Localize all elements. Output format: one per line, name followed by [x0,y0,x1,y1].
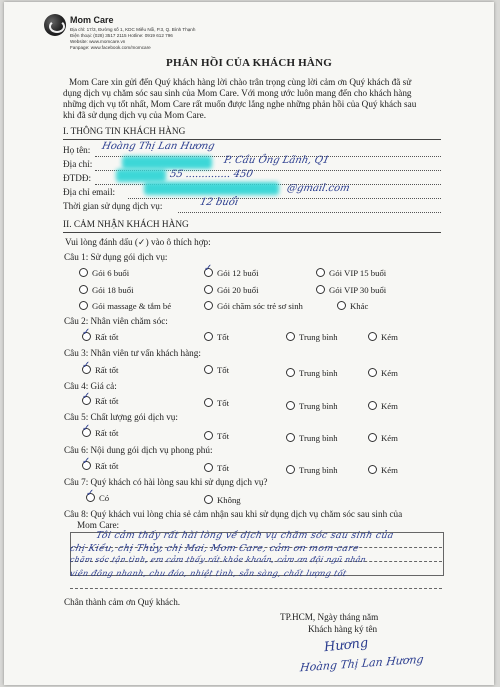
radio-icon[interactable] [286,332,295,341]
redacted-phone-mark [116,169,166,182]
signature-label: Khách hàng ký tên [308,624,378,634]
q5-label: Câu 5: Chất lượng gói dịch vụ: [64,412,178,422]
field-email-label: Địa chỉ email: [63,187,116,197]
radio-icon[interactable] [368,465,377,474]
field-duration-value[interactable]: 12 buổi [198,197,240,208]
q1-option-18[interactable]: Gói 18 buổi [79,285,134,295]
q3-option-very-good[interactable]: ✓Rất tốt [82,365,118,375]
field-duration-line [178,212,441,213]
section-1-divider [63,139,441,140]
q8-answer-line-1: Tôi cảm thấy rất hài lòng về dịch vụ chăm sóc sau sinh của [94,530,395,541]
q2-option-average[interactable]: Trung bình [286,332,338,342]
radio-icon[interactable] [79,268,88,277]
radio-icon[interactable] [286,401,295,410]
q4-label: Câu 4: Giá cả: [64,381,117,391]
mom-care-logo-icon [44,14,66,36]
radio-icon[interactable] [286,433,295,442]
radio-icon[interactable] [368,401,377,410]
signature-scribble: Hương [323,635,369,656]
radio-icon[interactable] [204,431,213,440]
q1-option-other[interactable]: Khác [337,301,368,311]
header-fanpage: Fanpage: www.facebook.com/momcare [70,45,151,50]
date-line: TP.HCM, Ngày tháng năm [280,612,379,622]
q8-label-line-1: Câu 8: Quý khách vui lòng chia sẻ cảm nhận sau khi sử dụng dịch vụ chăm sóc sau sinh của [64,509,403,519]
instruction-text: Vui lòng đánh dấu (✓) vào ô thích hợp: [65,237,211,247]
radio-icon[interactable] [368,332,377,341]
q3-option-poor[interactable]: Kém [368,368,398,378]
radio-checked-icon[interactable] [82,332,91,341]
field-phone-label: ĐTDĐ: [63,173,92,183]
header-website: Website: www.momcare.vn [70,39,126,44]
radio-icon[interactable] [368,368,377,377]
radio-checked-icon[interactable] [86,493,95,502]
radio-icon[interactable] [204,365,213,374]
field-name-value[interactable]: Hoàng Thị Lan Hương [100,141,216,152]
q1-label: Câu 1: Sử dụng gói dịch vụ: [64,252,168,262]
q4-option-average[interactable]: Trung bình [286,401,338,411]
q3-option-average[interactable]: Trung bình [286,368,338,378]
q1-option-massage[interactable]: Gói massage & tắm bé [79,301,171,311]
radio-icon[interactable] [204,495,213,504]
q4-option-good[interactable]: Tốt [204,398,229,408]
feedback-form-page [4,2,494,685]
radio-icon[interactable] [316,285,325,294]
header-phone: Điện thoại: (028) 3517 2115 Hotline: 0919 612 796 [70,33,173,38]
field-email-value[interactable]: @gmail.com [285,183,351,194]
radio-checked-icon[interactable] [82,396,91,405]
radio-icon[interactable] [79,301,88,310]
q6-option-good[interactable]: Tốt [204,463,229,473]
section-2-title: II. CẢM NHẬN KHÁCH HÀNG [63,220,189,230]
field-address-value[interactable]: P. Cầu Ông Lãnh, Q1 [222,155,331,166]
q2-option-very-good[interactable]: ✓Rất tốt [82,332,118,342]
q6-option-average[interactable]: Trung bình [286,465,338,475]
radio-icon[interactable] [316,268,325,277]
q7-label: Câu 7: Quý khách có hài lòng sau khi sử dụng dịch vụ? [64,477,268,487]
q8-answer-line-2: chị Kiều, chị Thủy, chị Mai, Mom Care, cảm ơn mom care [68,543,360,554]
radio-checked-icon[interactable] [204,268,213,277]
field-duration-label: Thời gian sử dụng dịch vụ: [63,201,163,211]
intro-line-4: khi đã sử dụng dịch vụ của Mom Care. [63,110,207,120]
radio-icon[interactable] [79,285,88,294]
field-phone-value[interactable]: 55 .............. 450 [168,169,254,180]
q3-label: Câu 3: Nhân viên tư vấn khách hàng: [64,348,201,358]
header-address: Địa chỉ: 17/3, Đường số 1, KDC Miếu Nổi, P.3, Q. Bình Thạnh [70,27,196,32]
q2-option-good[interactable]: Tốt [204,332,229,342]
q8-line [70,588,442,589]
radio-checked-icon[interactable] [82,365,91,374]
q1-option-6[interactable]: Gói 6 buổi [79,268,129,278]
radio-icon[interactable] [286,465,295,474]
q1-option-newborn[interactable]: Gói chăm sóc trẻ sơ sinh [204,301,303,311]
q7-option-no[interactable]: Không [204,495,241,505]
q5-option-poor[interactable]: Kém [368,433,398,443]
radio-icon[interactable] [204,332,213,341]
field-name-label: Họ tên: [63,145,91,155]
brand-name: Mom Care [70,15,114,25]
intro-line-2: dụng dịch vụ chăm sóc sau sinh của Mom Care. Với mong ước luôn mang đến cho khách hàng [63,88,412,98]
q1-option-20[interactable]: Gói 20 buổi [204,285,259,295]
q7-option-yes[interactable]: ✓Có [86,493,109,503]
intro-line-3: những dịch vụ tốt nhất, Mom Care rất muốn được lắng nghe những phản hồi của Quý khách sau [63,99,417,109]
q6-option-very-good[interactable]: ✓Rất tốt [82,461,118,471]
field-email-line [128,198,441,199]
field-address-label: Địa chỉ: [63,159,93,169]
radio-icon[interactable] [368,433,377,442]
radio-icon[interactable] [204,285,213,294]
radio-icon[interactable] [204,398,213,407]
q4-option-poor[interactable]: Kém [368,401,398,411]
q3-option-good[interactable]: Tốt [204,365,229,375]
q1-option-vip15[interactable]: Gói VIP 15 buổi [316,268,386,278]
q4-option-very-good[interactable]: ✓Rất tốt [82,396,118,406]
redacted-email-mark [144,182,279,195]
radio-checked-icon[interactable] [82,428,91,437]
q1-option-vip30[interactable]: Gói VIP 30 buổi [316,285,386,295]
intro-line-1: Mom Care xin gửi đến Quý khách hàng lời chào trân trọng cùng lời cảm ơn Quý khách đã sử [69,77,412,87]
section-1-title: I. THÔNG TIN KHÁCH HÀNG [63,127,186,137]
q8-answer-line-4: viên đông nhanh, chu đáo, nhiệt tình, sẵn sàng, chất lượng tốt [68,568,348,578]
q2-label: Câu 2: Nhân viên chăm sóc: [64,316,168,326]
radio-icon[interactable] [204,463,213,472]
redacted-address-mark [122,156,212,169]
radio-icon[interactable] [337,301,346,310]
q2-option-poor[interactable]: Kém [368,332,398,342]
q5-option-average[interactable]: Trung bình [286,433,338,443]
q8-answer-line-3: chăm sóc tận tình, em cảm thấy rất khỏe khoắn, cảm ơn đội ngũ nhân [69,555,367,564]
section-2-divider [63,232,441,233]
q6-label: Câu 6: Nội dung gói dịch vụ phong phú: [64,445,213,455]
q5-option-good[interactable]: Tốt [204,431,229,441]
q6-option-poor[interactable]: Kém [368,465,398,475]
q5-option-very-good[interactable]: ✓Rất tốt [82,428,118,438]
radio-checked-icon[interactable] [82,461,91,470]
radio-icon[interactable] [204,301,213,310]
form-title: PHẢN HỒI CỦA KHÁCH HÀNG [166,57,332,69]
signed-name: Hoàng Thị Lan Hương [299,652,425,675]
q8-label-line-2: Mom Care: [77,520,120,530]
q1-option-12[interactable]: ✓ Gói 12 buổi [204,268,259,278]
radio-icon[interactable] [286,368,295,377]
closing-text: Chân thành cảm ơn Quý khách. [64,597,181,607]
